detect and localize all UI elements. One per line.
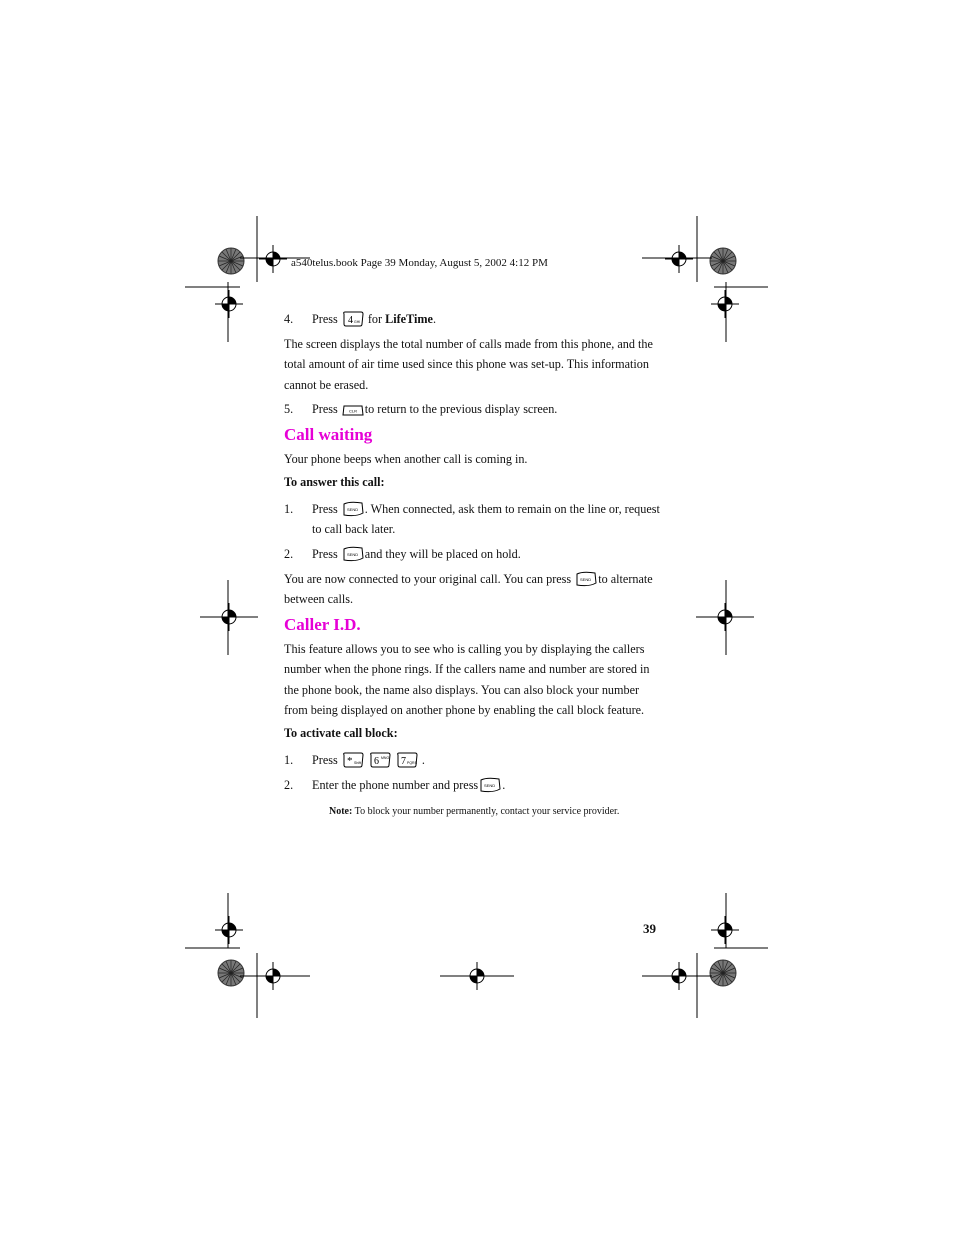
- press-word: Press: [312, 312, 338, 326]
- svg-text:SEND: SEND: [346, 552, 358, 557]
- svg-text:SEND: SEND: [484, 783, 496, 788]
- send-key-icon: [342, 546, 364, 562]
- subheading-activate-call-block: To activate call block:: [284, 726, 398, 740]
- subheading-answer-call: To answer this call:: [284, 475, 385, 489]
- call-waiting-intro: Your phone beeps when another call is coming in.: [284, 452, 528, 466]
- press-word: Press: [312, 402, 338, 416]
- page-number: 39: [643, 921, 656, 936]
- svg-text:SEND: SEND: [346, 507, 358, 512]
- svg-text:*: *: [346, 755, 353, 767]
- star-key-icon: [342, 752, 364, 768]
- svg-text:4: 4: [347, 315, 353, 326]
- book-slug-header: a540telus.book Page 39 Monday, August 5, 2002 4:12 PM: [291, 257, 548, 269]
- press-word: Press: [312, 547, 338, 561]
- clr-key-icon: [342, 404, 364, 417]
- send-key-icon: [479, 777, 501, 793]
- key-6-icon: [369, 752, 391, 768]
- registration-target-icon: [710, 960, 736, 986]
- registration-mark-icon: [665, 245, 693, 273]
- note-text: To block your number permanently, contact your service provider.: [354, 806, 620, 817]
- call-waiting-alternate: You are now connected to your original call. You can press SEND to alternate between calls.: [284, 572, 653, 607]
- caller-id-body: This feature allows you to see who is calling you by displaying the callers number when the phone rings. If the callers name and number are stored in the phone book, the name also displays. You can also block your number from being displayed on another phone by enabling the call block feature.: [284, 642, 650, 718]
- registration-target-icon: [218, 960, 244, 986]
- registration-mark-icon: [259, 245, 287, 273]
- step-number: 1.: [284, 502, 294, 516]
- step-number: 2.: [284, 778, 294, 792]
- step-number: 4.: [284, 312, 294, 326]
- send-key-icon: [342, 501, 364, 517]
- step-number: 2.: [284, 547, 294, 561]
- key-4-icon: [342, 311, 364, 327]
- svg-text:GHI: GHI: [353, 320, 361, 324]
- press-word: Press: [312, 753, 338, 767]
- lifetime-label: LifeTime: [385, 312, 433, 326]
- svg-text:MNO: MNO: [380, 756, 389, 760]
- heading-caller-id: Caller I.D.: [284, 615, 361, 634]
- paragraph-total-calls: The screen displays the total number of calls made from this phone, and the total amount of air time used since this phone was set-up. This information cannot be erased.: [284, 337, 653, 392]
- note-block-permanently: [329, 806, 619, 817]
- registration-target-icon: [218, 248, 244, 274]
- press-word: Press: [312, 502, 338, 516]
- send-key-icon: [575, 571, 597, 587]
- svg-text:6: 6: [373, 756, 379, 767]
- step-number: 1.: [284, 753, 294, 767]
- registration-target-icon: [710, 248, 736, 274]
- registration-mark-icon: [215, 290, 243, 318]
- svg-text:Shift: Shift: [353, 761, 361, 765]
- svg-text:7: 7: [400, 756, 406, 767]
- step-number: 5.: [284, 402, 294, 416]
- svg-text:CLR: CLR: [348, 408, 357, 414]
- registration-mark-icon: [215, 916, 243, 944]
- registration-mark-icon: [711, 916, 739, 944]
- registration-mark-icon: [711, 290, 739, 318]
- svg-text:SEND: SEND: [580, 577, 592, 582]
- heading-call-waiting: Call waiting: [284, 425, 373, 444]
- for-word: for: [367, 312, 383, 326]
- key-7-icon: [396, 752, 418, 768]
- note-label: Note:: [329, 806, 353, 817]
- svg-text:PQRS: PQRS: [406, 761, 417, 765]
